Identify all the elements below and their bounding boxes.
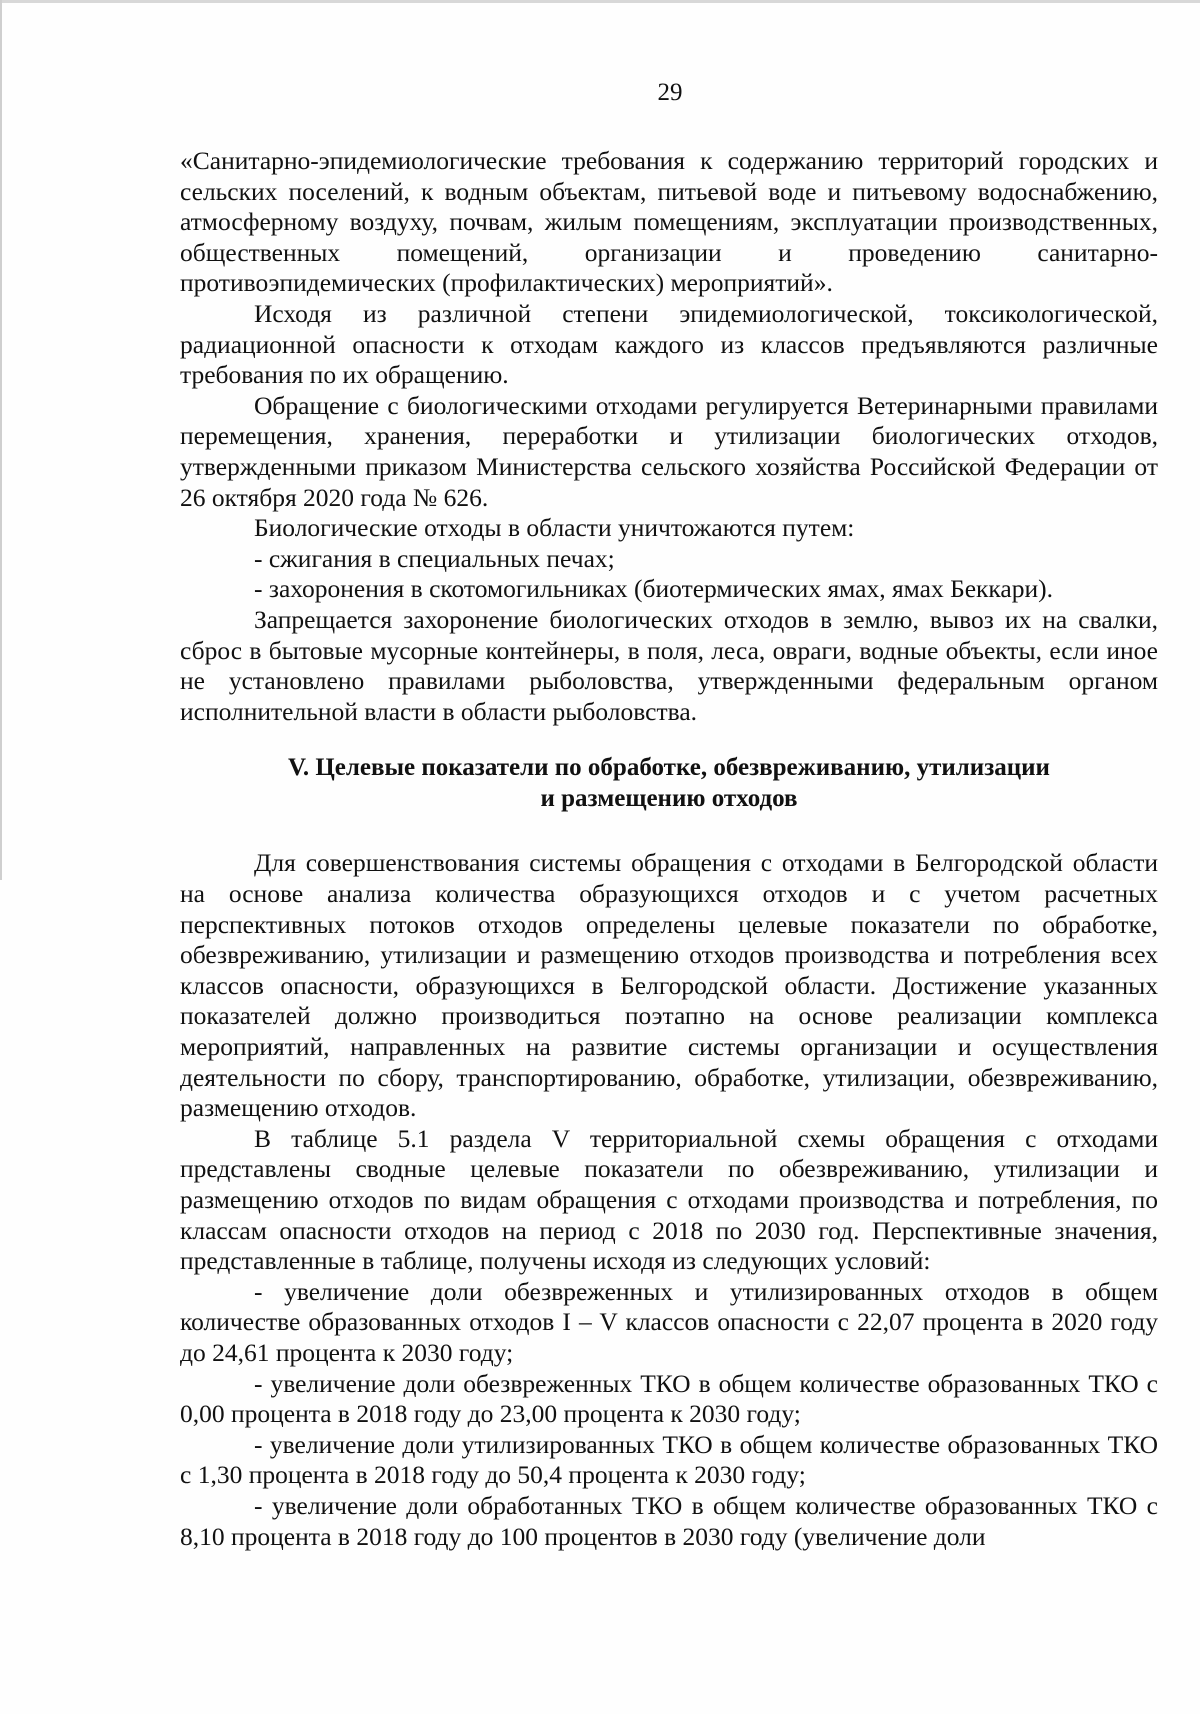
paragraphs-before-heading bbox=[180, 146, 1158, 727]
document-body bbox=[180, 146, 1158, 1552]
scan-edge-top bbox=[0, 0, 1200, 3]
paragraph: Для совершенствования системы обращения с отходами в Белгородской области на основе анализа количества образующихся отходов и с учетом расчетных перспективных потоков отходов определены целевые показатели по обработке, обезвреживанию, утилизации и размещению отходов производства и потребления всех классов опасности, образующихся в Белгородской области. Достижение указанных показателей должно производиться поэтапно на основе реализации комплекса мероприятий, направленных на развитие системы организации и осуществления деятельности по сбору, транспортированию, обработке, утилизации, обезвреживанию, размещению отходов. bbox=[180, 848, 1158, 1123]
list-item: - увеличение доли обезвреженных и утилизированных отходов в общем количестве образованных отходов I – V классов опасности с 22,07 процента в 2020 году до 24,61 процента к 2030 году; bbox=[180, 1276, 1158, 1367]
paragraph: Исходя из различной степени эпидемиологической, токсикологической, радиационной опасности к отходам каждого из классов предъявляются различные требования по их обращению. bbox=[180, 298, 1158, 390]
section-heading bbox=[180, 753, 1158, 814]
paragraph: Запрещается захоронение биологических отходов в землю, вывоз их на свалки, сброс в бытовые мусорные контейнеры, в поля, леса, овраги, водные объекты, если иное не установлено правилами рыболовства, утвержденными федеральным органом исполнительной власти в области рыболовства. bbox=[180, 604, 1158, 726]
section-heading-line-2: и размещению отходов bbox=[540, 784, 798, 812]
list-item: - увеличение доли утилизированных ТКО в общем количестве образованных ТКО с 1,30 процента в 2018 году до 50,4 процента к 2030 году; bbox=[180, 1429, 1158, 1490]
list-item: - сжигания в специальных печах; bbox=[254, 543, 615, 573]
page-number: 29 bbox=[657, 79, 683, 106]
list-item: - захоронения в скотомогильниках (биотермических ямах, ямах Беккари). bbox=[254, 574, 1054, 604]
list-item: - увеличение доли обработанных ТКО в общем количестве образованных ТКО с 8,10 процента в 2018 году до 100 процентов в 2030 году (увеличение доли bbox=[180, 1490, 1158, 1551]
list-item: - увеличение доли обезвреженных ТКО в общем количестве образованных ТКО с 0,00 процента в 2018 году до 23,00 процента к 2030 году; bbox=[180, 1368, 1158, 1429]
paragraphs-after-heading bbox=[180, 848, 1158, 1552]
section-heading-line-1: V. Целевые показатели по обработке, обезвреживанию, утилизации bbox=[288, 754, 1050, 782]
paragraph: Обращение с биологическими отходами регулируется Ветеринарными правилами перемещения, хранения, переработки и утилизации биологических отходов, утвержденными приказом Министерства сельского хозяйства Российской Федерации от 26 октября 2020 года № 626. bbox=[180, 390, 1158, 512]
paragraph: «Санитарно-эпидемиологические требования к содержанию территорий городских и сельских поселений, к водным объектам, питьевой воде и питьевому водоснабжению, атмосферному воздуху, почвам, жилым помещениям, эксплуатации производственных, общественных помещений, организации и проведению санитарно-противоэпидемических (профилактических) мероприятий». bbox=[180, 146, 1158, 298]
scan-edge-left bbox=[0, 0, 2, 880]
paragraph: В таблице 5.1 раздела V территориальной схемы обращения с отходами представлены сводные целевые показатели по обезвреживанию, утилизации и размещению отходов по видам обращения с отходами производства и потребления, по классам опасности отходов на период с 2018 по 2030 год. Перспективные значения, представленные в таблице, получены исходя из следующих условий: bbox=[180, 1123, 1158, 1276]
paragraph: Биологические отходы в области уничтожаются путем: bbox=[254, 513, 855, 543]
